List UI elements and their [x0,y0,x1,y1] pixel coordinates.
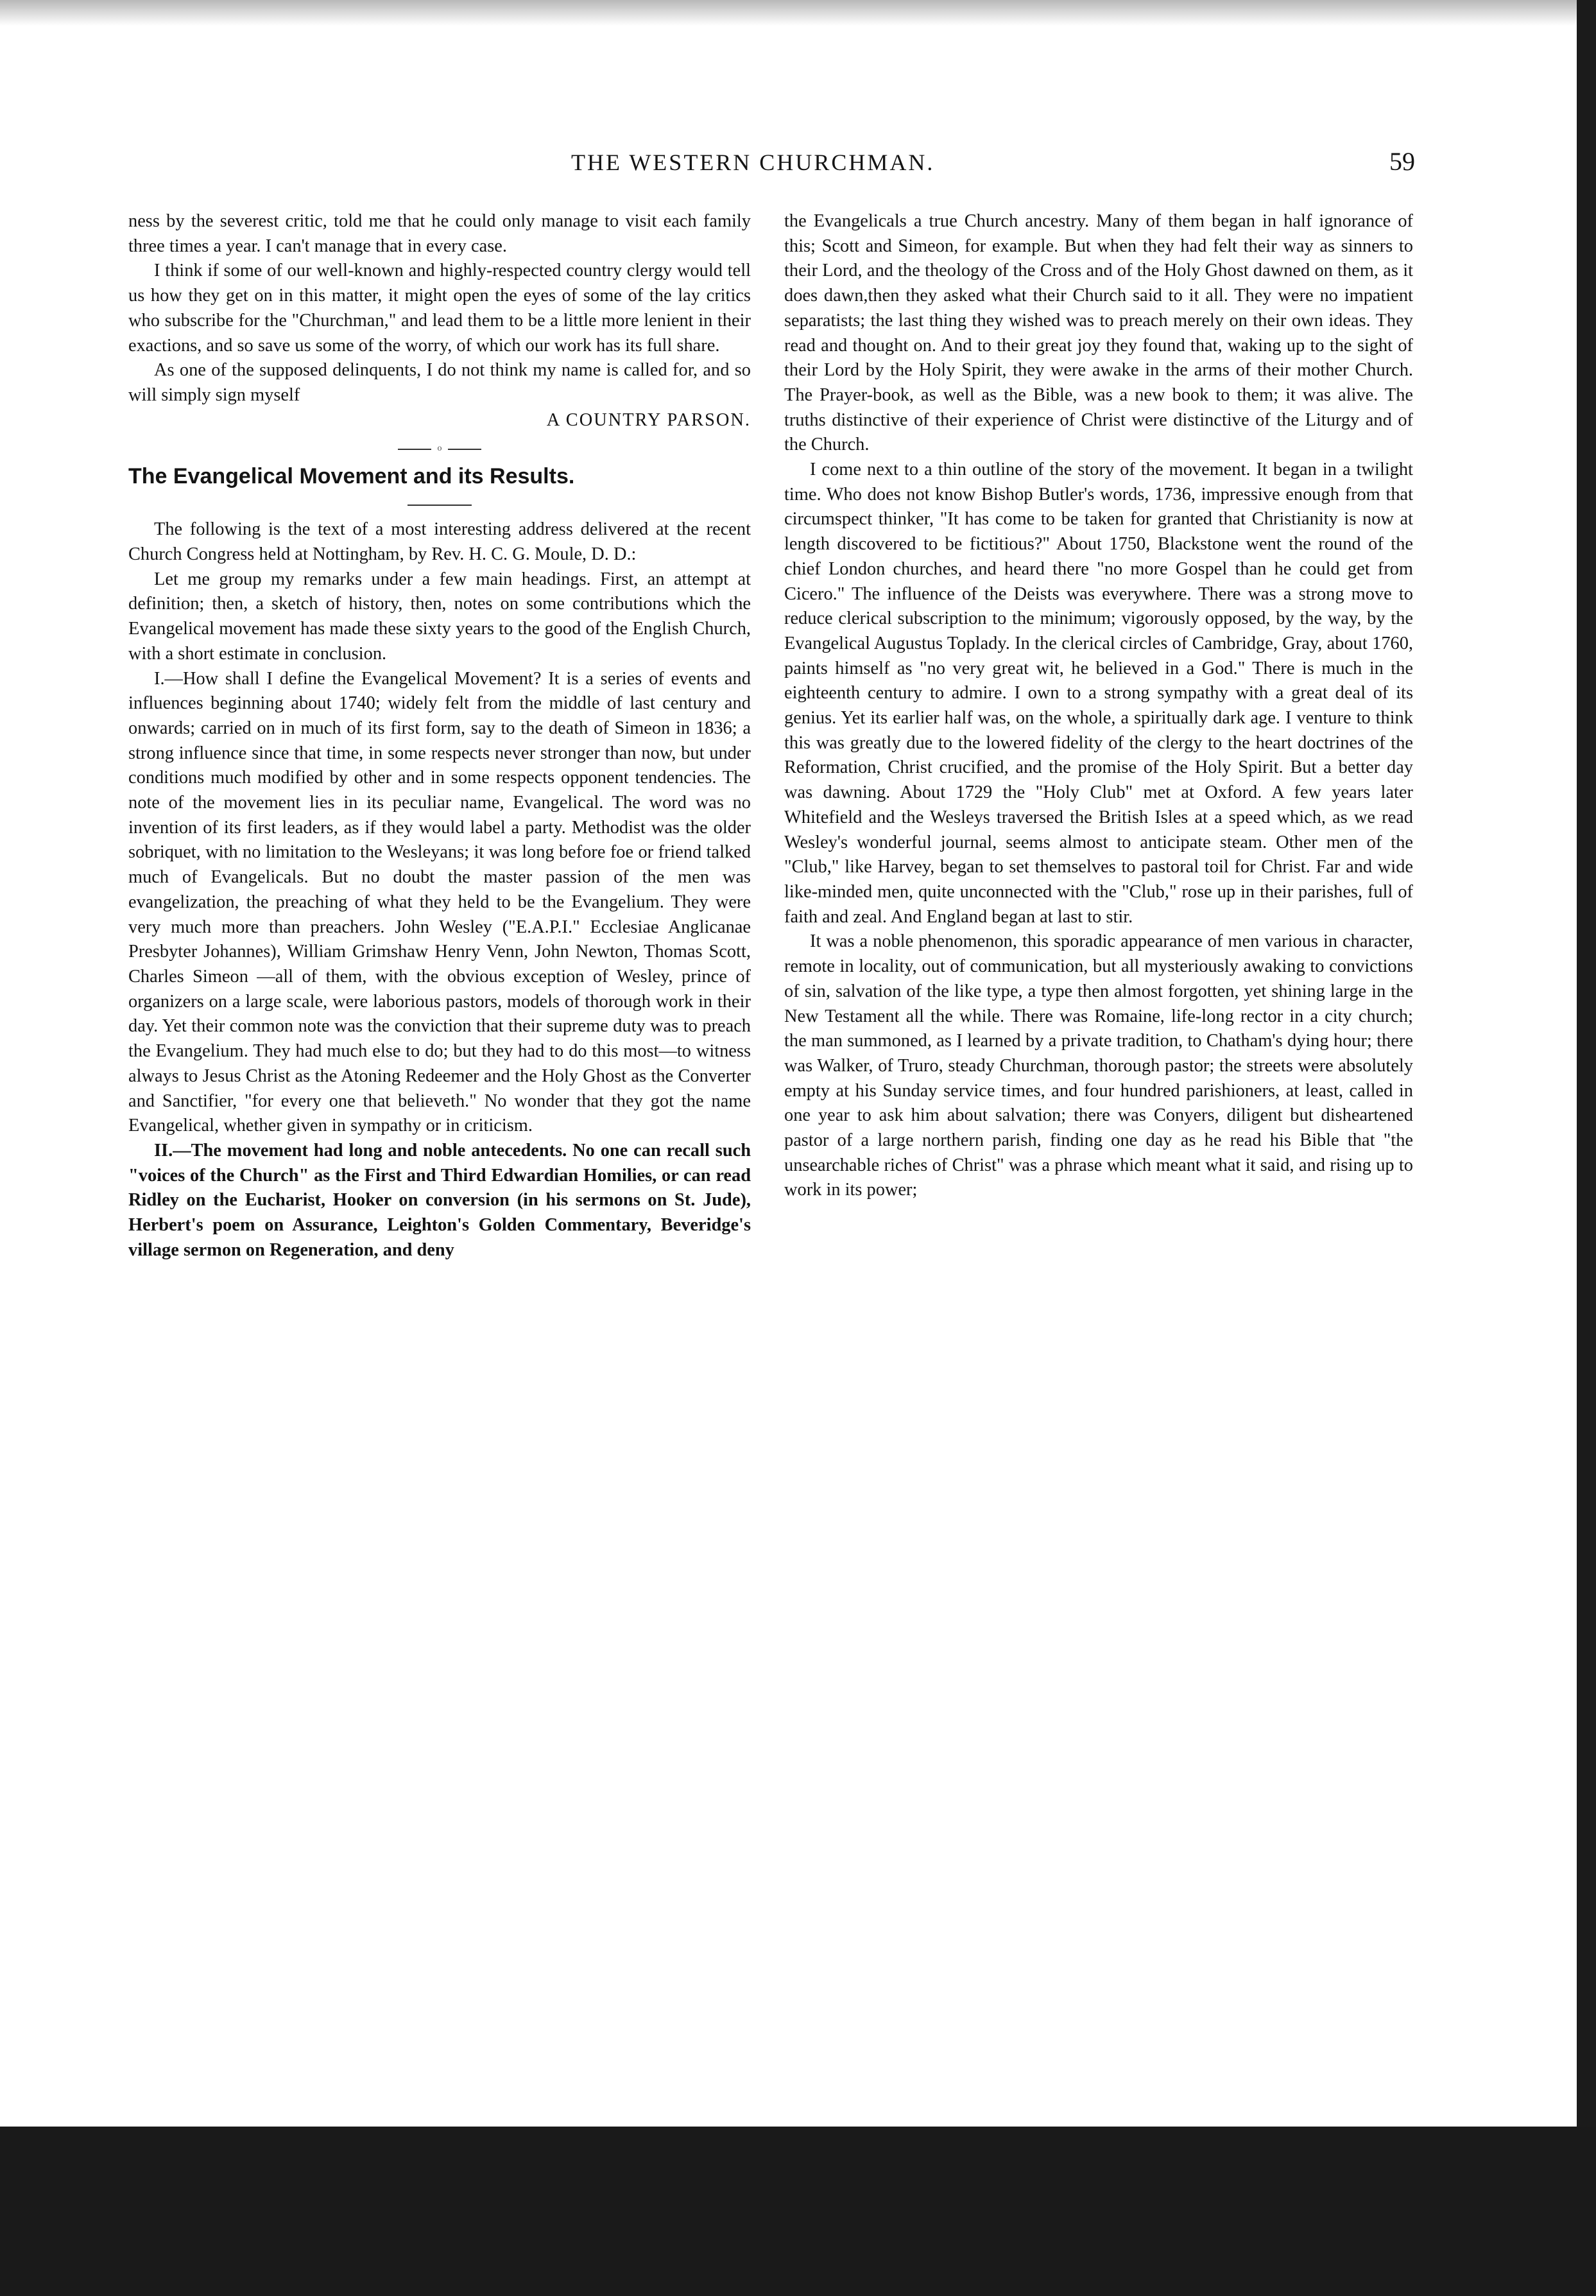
paragraph: ness by the severest critic, told me that he could only manage to visit each family three times a year. I can't manage that in every case. [128,211,751,256]
left-column [128,209,751,1263]
paragraph: I.—How shall I define the Evangelical Movement? It is a series of events and influences beginning about 1740; widely felt from the middle of last century and onwards; carried on in much of its first form, say to the death of Simeon in 1836; a strong influence since that time, in some respects never stronger than now, but under conditions much modified by other and in some respects opponent tendencies. The note of the movement lies in its peculiar name, Evangelical. The word was no invention of its first leaders, as if they would label a party. Methodist was the older sobriquet, with no limitation to the Wesleyans; it was long before foe or friend talked much of Evangelicals. But no doubt the master passion of the men was evangelization, the preaching of what they held to be the Evangelium. They were very much more than preachers. John Wesley ("E.A.P.I." Ecclesiae Anglicanae Presbyter Johannes), William Grimshaw Henry Venn, John Newton, Thomas Scott, Charles Simeon —all of them, with the obvious exception of Wesley, prince of organizers on a large scale, were laborious pastors, models of thorough work in their day. Yet their common note was the conviction that their supreme duty was to preach the Evangelium. They had much else to do; but they had to do this most—to witness always to Jesus Christ as the Atoning Redeemer and the Holy Ghost as the Converter and Sanctifier, "for every one that believeth." No wonder that they got the name Evangelical, whether given in sympathy or in criticism. [128,668,751,1136]
paragraph: the Evangelicals a true Church ancestry. Many of them began in half ignorance of this; Scott and Simeon, for example. But when they had felt their way as sinners to their Lord, and the theology of the Cross and of the Holy Ghost dawned on them, as it does dawn,then they asked what their Church said to it all. They were no impatient separatists; the last thing they wished was to preach merely on their own ideas. They read and thought on. And to their great joy they found that, waking up to the sight of their Lord by the Holy Spirit, they were awake in the arms of their mother Church. The Prayer-book, as well as the Bible, was a new book to them; it was alive. The truths distinctive of their experience of Christ were distinctive of the Liturgy and of the Church. [784,211,1413,455]
paragraph: Let me group my remarks under a few main headings. First, an attempt at definition; then, a sketch of history, then, notes on some contributions which the Evangelical movement has made these sixty years to the good of the English Church, with a short estimate in conclusion. [128,569,751,664]
paragraph: The following is the text of a most interesting address delivered at the recent Church Congress held at Nottingham, by Rev. H. C. G. Moule, D. D.: [128,519,751,565]
paragraph: As one of the supposed delinquents, I do not think my name is called for, and so will simply sign myself [128,360,751,405]
paragraph: I come next to a thin outline of the story of the movement. It began in a twilight time. Who does not know Bishop Butler's words, 1736, impressive enough from that circumspect thinker, "It has come to be taken for granted that Christianity is now at length discovered to be fictitious?" About 1750, Blackstone went the round of the chief London churches, and heard there "no more Gospel than he could get from Cicero." The influence of the Deists was everywhere. There was a strong move to reduce clerical subscription to the minimum; vigorously opposed, by the way, by the Evangelical Augustus Toplady. In the clerical circles of Cambridge, Gray, about 1760, paints himself as "no very great wit, he believed in a God." There is much in the eighteenth century to admire. I own to a strong sympathy with a great deal of its genius. Yet its earlier half was, on the whole, a spiritually dark age. I venture to think this was greatly due to the lowered fidelity of the clergy to the heart doctrines of the Reformation, Christ crucified, and the promise of the Holy Spirit. But a better day was dawning. About 1729 the "Holy Club" met at Oxford. A few years later Whitefield and the Wesleys traversed the British Isles at a speed which, as we read Wesley's wonderful journal, seems almost to anticipate steam. Other men of the "Club," like Harvey, began to set themselves to pastoral toil for Christ. Far and wide like-minded men, quite unconnected with the "Club," rose up in their parishes, full of faith and zeal. And England began at last to stir. [784,460,1413,927]
signature: A COUNTRY PARSON. [546,410,751,430]
paragraph: It was a noble phenomenon, this sporadic appearance of men various in character, remote in locality, out of communication, but all mysteriously awaking to convictions of sin, salvation of the like type, a type then almost forgotten, yet shining large in the New Testament all the while. There was Romaine, life-long rector in a city church; the man summoned, as I learned by a private tradition, to Chatham's dying hour; there was Walker, of Truro, steady Churchman, thorough pastor; the streets were absolutely empty at his Sunday service times, and four hundred parishioners, at least, called in one year to ask him about salvation; there was Conyers, diligent but disheartened pastor of a large northern parish, finding one day as he read his Bible that "the unsearchable riches of Christ" was a phrase which meant what it said, and rising up to work in its power; [784,931,1413,1200]
paragraph: II.—The movement had long and noble antecedents. No one can recall such "voices of the Church" as the First and Third Edwardian Homilies, or can read Ridley on the Eucharist, Hooker on conversion (in his sermons on St. Jude), Herbert's poem on Assurance, Leighton's Golden Commentary, Beveridge's village sermon on Regeneration, and deny [128,1140,751,1260]
scan-top-edge [0,0,1596,26]
right-column [784,209,1413,1203]
section-divider: o [398,444,481,453]
scan-right-edge [1577,0,1596,2296]
scan-bottom-edge [0,2127,1596,2296]
journal-title: THE WESTERN CHURCHMAN. [571,150,935,175]
paragraph: I think if some of our well-known and highly-respected country clergy would tell us how they get on in this matter, it might open the eyes of some of the lay critics who subscribe for the "Churchman," and lead them to be a little more lenient in their exactions, and so save us some of the worry, of which our work has its full share. [128,261,751,356]
heading-rule [408,505,472,506]
page-header [128,146,1463,185]
article-heading: The Evangelical Movement and its Results. [128,464,575,489]
page-number: 59 [1389,147,1415,176]
